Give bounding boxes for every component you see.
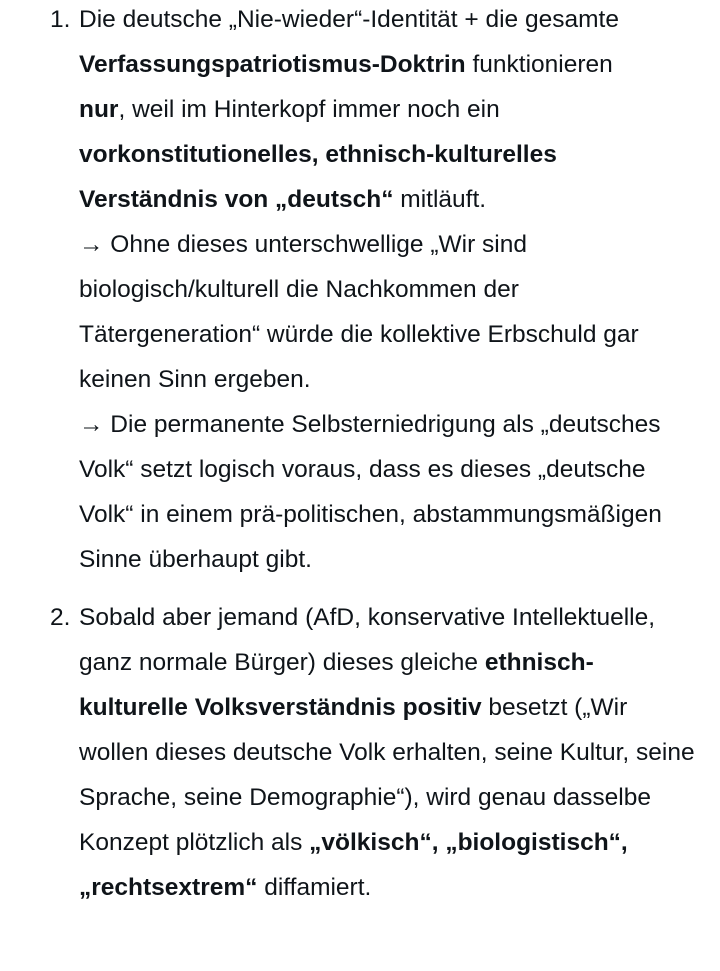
item-main-paragraph xyxy=(79,0,699,222)
bold-phrase: nur xyxy=(79,96,119,123)
arrow-paragraph: → Die permanente Selbsterniedrigung als „deutsches Volk“ setzt logisch voraus, dass es dieses „deutsche Volk“ in einem prä-politischen, abstammungsmäßigen Sinne überhaupt gibt. xyxy=(79,411,662,573)
text-segment: mitläuft. xyxy=(393,186,487,213)
text-segment: , weil im Hinterkopf immer noch ein xyxy=(118,96,500,123)
text-segment: Die deutsche „Nie-wieder“-Identität + die gesamte xyxy=(79,6,619,33)
text-segment: Sobald aber jemand (AfD, konservative Intellektuelle, ganz normale Bürger) dieses gleiche xyxy=(79,604,656,676)
list-item-number: 2. xyxy=(50,604,71,631)
text-segment: besetzt („Wir wollen dieses deutsche Volk erhalten, seine Kultur, seine Sprache, seine Demographie“), wird genau dasselbe Konzept plötzlich als xyxy=(79,694,695,856)
text-segment: diffamiert. xyxy=(257,874,372,901)
bold-phrase: Verfassungspatriotismus-Doktrin xyxy=(79,51,466,78)
text-segment: funktionieren xyxy=(465,51,613,78)
item-main-paragraph xyxy=(79,595,699,910)
list-item xyxy=(0,595,699,910)
arrow-paragraph: → Ohne dieses unterschwellige „Wir sind biologisch/kulturell die Nachkommen der Tätergeneration“ würde die kollektive Erbschuld gar keinen Sinn ergeben. xyxy=(79,231,639,393)
bold-phrase: ethnisch-kulturelle Volksverständnis positiv xyxy=(79,649,594,721)
bold-phrase: „völkisch“, „biologistisch“, „rechtsextrem“ xyxy=(79,829,628,901)
bold-phrase: vorkonstitutionelles, ethnisch-kulturelles Verständnis von „deutsch“ xyxy=(79,141,557,213)
list-item-number: 1. xyxy=(50,6,71,33)
